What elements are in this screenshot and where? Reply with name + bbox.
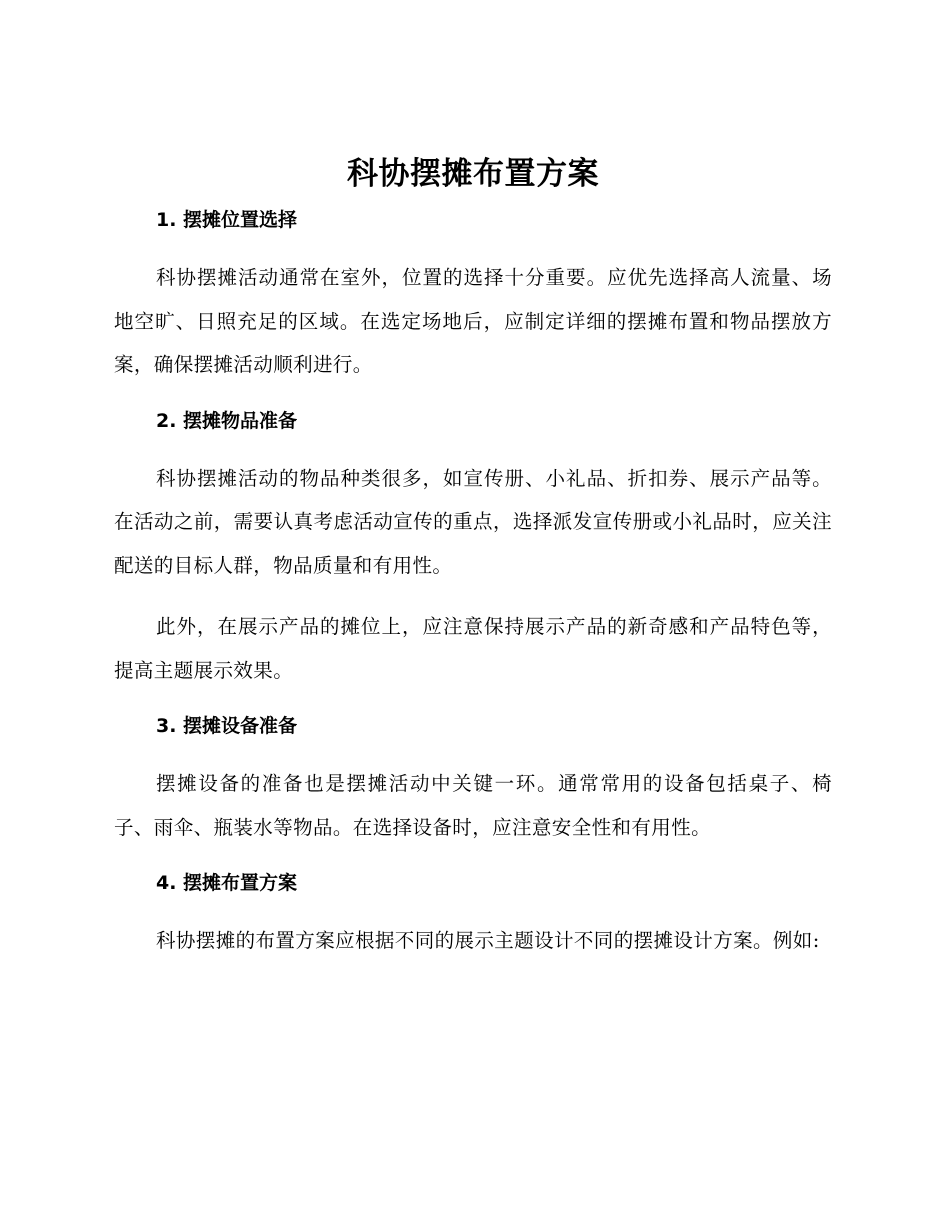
section-layout-plan [114,867,832,963]
document-title: 科协摆摊布置方案 [347,156,599,192]
section-paragraph: 科协摆摊活动通常在室外，位置的选择十分重要。应优先选择高人流量、场地空旷、日照充足的区域。在选定场地后，应制定详细的摆摊布置和物品摆放方案，确保摆摊活动顺利进行。 [114,266,832,376]
section-equipment [114,710,832,849]
section-location [114,204,832,387]
section-heading: 2. 摆摊物品准备 [156,409,298,432]
section-heading: 1. 摆摊位置选择 [156,209,298,231]
section-paragraph: 此外，在展示产品的摊位上，应注意保持展示产品的新奇感和产品特色等，提高主题展示效果。 [114,615,832,682]
document-body [114,150,832,981]
section-heading: 3. 摆摊设备准备 [156,715,298,737]
section-heading: 4. 摆摊布置方案 [156,872,298,894]
section-paragraph: 科协摆摊活动的物品种类很多，如宣传册、小礼品、折扣券、展示产品等。在活动之前，需要认真考虑活动宣传的重点，选择派发宣传册或小礼品时，应关注配送的目标人群，物品质量和有用性。 [114,466,832,577]
section-paragraph: 科协摆摊的布置方案应根据不同的展示主题设计不同的摆摊设计方案。例如: [156,929,820,952]
section-paragraph: 摆摊设备的准备也是摆摊活动中关键一环。通常常用的设备包括桌子、椅子、雨伞、瓶装水等物品。在选择设备时，应注意安全性和有用性。 [114,772,832,839]
section-items [114,405,832,693]
